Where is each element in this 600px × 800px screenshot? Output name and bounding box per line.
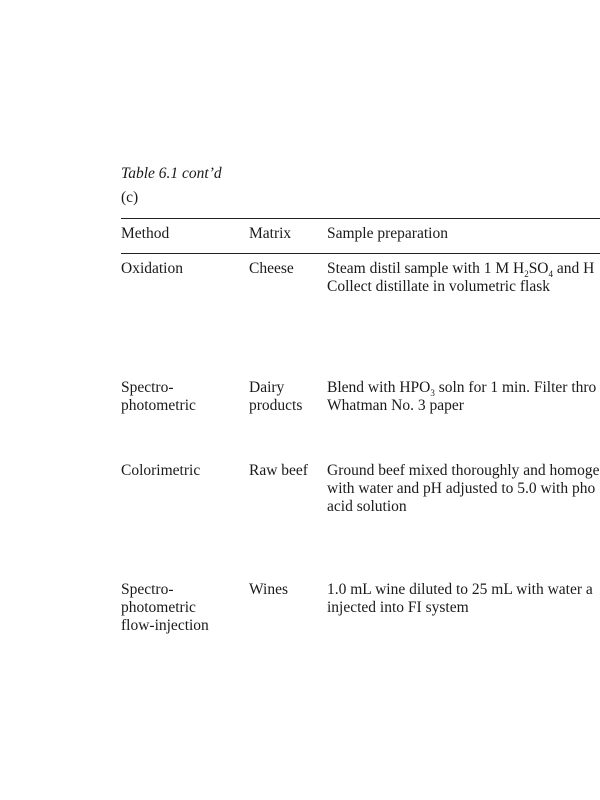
column-header-method: Method [121,225,170,242]
row-3-matrix [249,462,308,480]
row-2-method-line-1: Spectro- [121,379,174,396]
row-4-prep-line-1: 1.0 mL wine diluted to 25 mL with water a [327,581,593,598]
column-header-matrix: Matrix [249,225,292,242]
row-3-prep-line-2: with water and pH adjusted to 5.0 with pho [327,480,596,497]
row-1-matrix-line: Cheese [249,260,294,277]
row-1-matrix [249,260,294,278]
row-2-prep-line-2: Whatman No. 3 paper [327,397,464,414]
row-3-matrix-line: Raw beef [249,462,308,479]
row-2-matrix-line-2: products [249,397,303,414]
row-1-method [121,260,183,278]
row-2-method-line-2: photometric [121,397,196,414]
row-4-prep-line-2: injected into FI system [327,599,469,616]
row-4-matrix [249,581,288,599]
row-2-matrix-line-1: Dairy [249,379,285,396]
row-2-matrix [249,379,302,415]
table-caption-part: (c) [121,189,139,206]
row-4-matrix-line: Wines [249,581,288,598]
row-4-method-line-2: photometric [121,599,196,616]
row-3-sample-preparation [327,462,599,516]
table-top-rule [121,218,600,219]
table-caption-title: Table 6.1 cont’d [121,165,222,182]
table-header-rule [121,253,600,254]
row-3-prep-line-1: Ground beef mixed thoroughly and homoge [327,462,600,479]
row-1-prep-line-1: Steam distil sample with 1 M $H_2SO_4$ and H [327,260,595,280]
row-3-method-line: Colorimetric [121,462,201,479]
row-2-method [121,379,196,415]
row-1-prep-line-2: Collect distillate in volumetric flask [327,278,550,295]
row-4-sample-preparation [327,581,593,617]
row-4-method [121,581,209,635]
row-4-method-line-1: Spectro- [121,581,174,598]
row-3-prep-line-3: acid solution [327,498,407,515]
row-2-sample-preparation [327,379,596,415]
row-2-prep-line-1: Blend with $HPO_3$ soln for 1 min. Filter thro [327,379,597,399]
row-1-method-line: Oxidation [121,260,183,277]
row-3-method [121,462,200,480]
row-1-sample-preparation [327,260,594,296]
row-4-method-line-3: flow-injection [121,617,209,634]
column-header-sample-preparation: Sample preparation [327,225,448,242]
